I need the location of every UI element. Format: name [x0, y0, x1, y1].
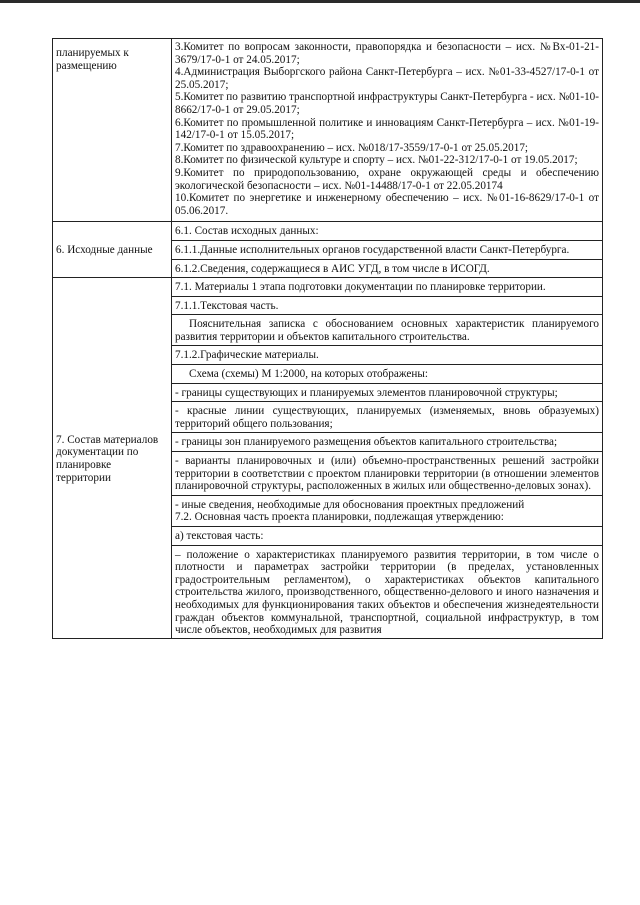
paragraph: 6.1. Состав исходных данных: [175, 225, 319, 238]
row-content-cell [172, 222, 603, 278]
paragraph: 5.Комитет по развитию транспортной инфраструктуры Санкт-Петербурга - исх. №01-10-8662/17-0-1 от 29.05.2017; [175, 91, 599, 116]
row-label: 6. Исходные данные [56, 244, 153, 257]
paragraph: 9.Комитет по природопользованию, охране окружающей среды и обеспечению экологической безопасности – исх. №01-14488/17-0-1 от 22.05.20174 [175, 166, 599, 192]
paragraph: - границы зон планируемого размещения объектов капитального строительства; [172, 432, 602, 451]
paragraph: Схема (схемы) М 1:2000, на которых отображены: [172, 364, 602, 383]
row-label-cell [53, 39, 172, 222]
table-row [53, 278, 603, 639]
row-content-cell [172, 278, 603, 639]
row-content-cell [172, 39, 603, 222]
paragraph: 7.1.1.Текстовая часть. [172, 296, 602, 315]
paragraph: 7.2. Основная часть проекта планировки, подлежащая утверждению: [175, 511, 504, 524]
paragraph: - варианты планировочных и (или) объемно-пространственных решений застройки территории в соответствии с проектом планировки территории (в отношении элементов планировочной структуры, расположенных в жилых или общественно-деловых зонах). [172, 451, 602, 495]
paragraph: 8.Комитет по физической культуре и спорту – исх. №01-22-312/17-0-1 от 19.05.2017; [175, 154, 578, 167]
paragraph: 6.1.2.Сведения, содержащиеся в АИС УГД, в том числе в ИСОГД. [172, 259, 602, 278]
paragraph: 3.Комитет по вопросам законности, правопорядка и безопасности – исх. №Вх-01-21-3679/17-0-1 от 24.05.2017; [175, 41, 599, 66]
table-row [53, 39, 603, 222]
paragraph: 7.1.2.Графические материалы. [172, 345, 602, 364]
paragraph: 7.Комитет по здравоохранению – исх. №018/17-3559/17-0-1 от 25.05.2017; [175, 141, 529, 154]
paragraph: Пояснительная записка с обоснованием основных характеристик планируемого развития территории и объектов капитального строительства. [172, 314, 602, 345]
paragraph: а) текстовая часть: [172, 526, 602, 545]
row-label: планируемых к размещению [56, 47, 129, 72]
table-row [53, 222, 603, 278]
paragraph: 4.Администрация Выборгского района Санкт-Петербурга – исх. №01-33-4527/17-0-1 от 25.05.2017; [175, 66, 599, 91]
top-border-line [0, 0, 640, 3]
paragraph: – положение о характеристиках планируемого развития территории, в том числе о плотности и параметрах застройки территории (в пределах, установленных градостроительным регламентом), о характеристиках объектов капитального строительства жилого, производственного, общественно-делового и иного назначения и необходимых для функционирования таких объектов и обеспечения жизнедеятельности граждан объектов коммунальной, транспортной, социальной инфраструктур, в том числе объектов, необходимых для развития [172, 545, 602, 638]
row-label: 7. Состав материалов документации по планировке территории [56, 433, 159, 484]
paragraph: - иные сведения, необходимые для обоснования проектных предложений [172, 495, 602, 512]
paragraph: 7.1. Материалы 1 этапа подготовки документации по планировке территории. [175, 281, 546, 294]
row-label-cell [53, 222, 172, 278]
row-label-cell [53, 278, 172, 639]
paragraph: 10.Комитет по энергетике и инженерному обеспечению – исх. №01-16-8629/17-0-1 от 05.06.2017. [175, 192, 599, 217]
paragraph: 6.Комитет по промышленной политике и инновациям Санкт-Петербурга – исх. №01-19-142/17-0-1 от 15.05.2017; [175, 116, 599, 142]
requirements-table [52, 38, 603, 639]
paragraph: - границы существующих и планируемых элементов планировочной структуры; [172, 383, 602, 402]
paragraph: 6.1.1.Данные исполнительных органов государственной власти Санкт-Петербурга. [172, 240, 602, 259]
paragraph: - красные линии существующих, планируемых (изменяемых, вновь образуемых) территорий общего пользования; [172, 401, 602, 432]
